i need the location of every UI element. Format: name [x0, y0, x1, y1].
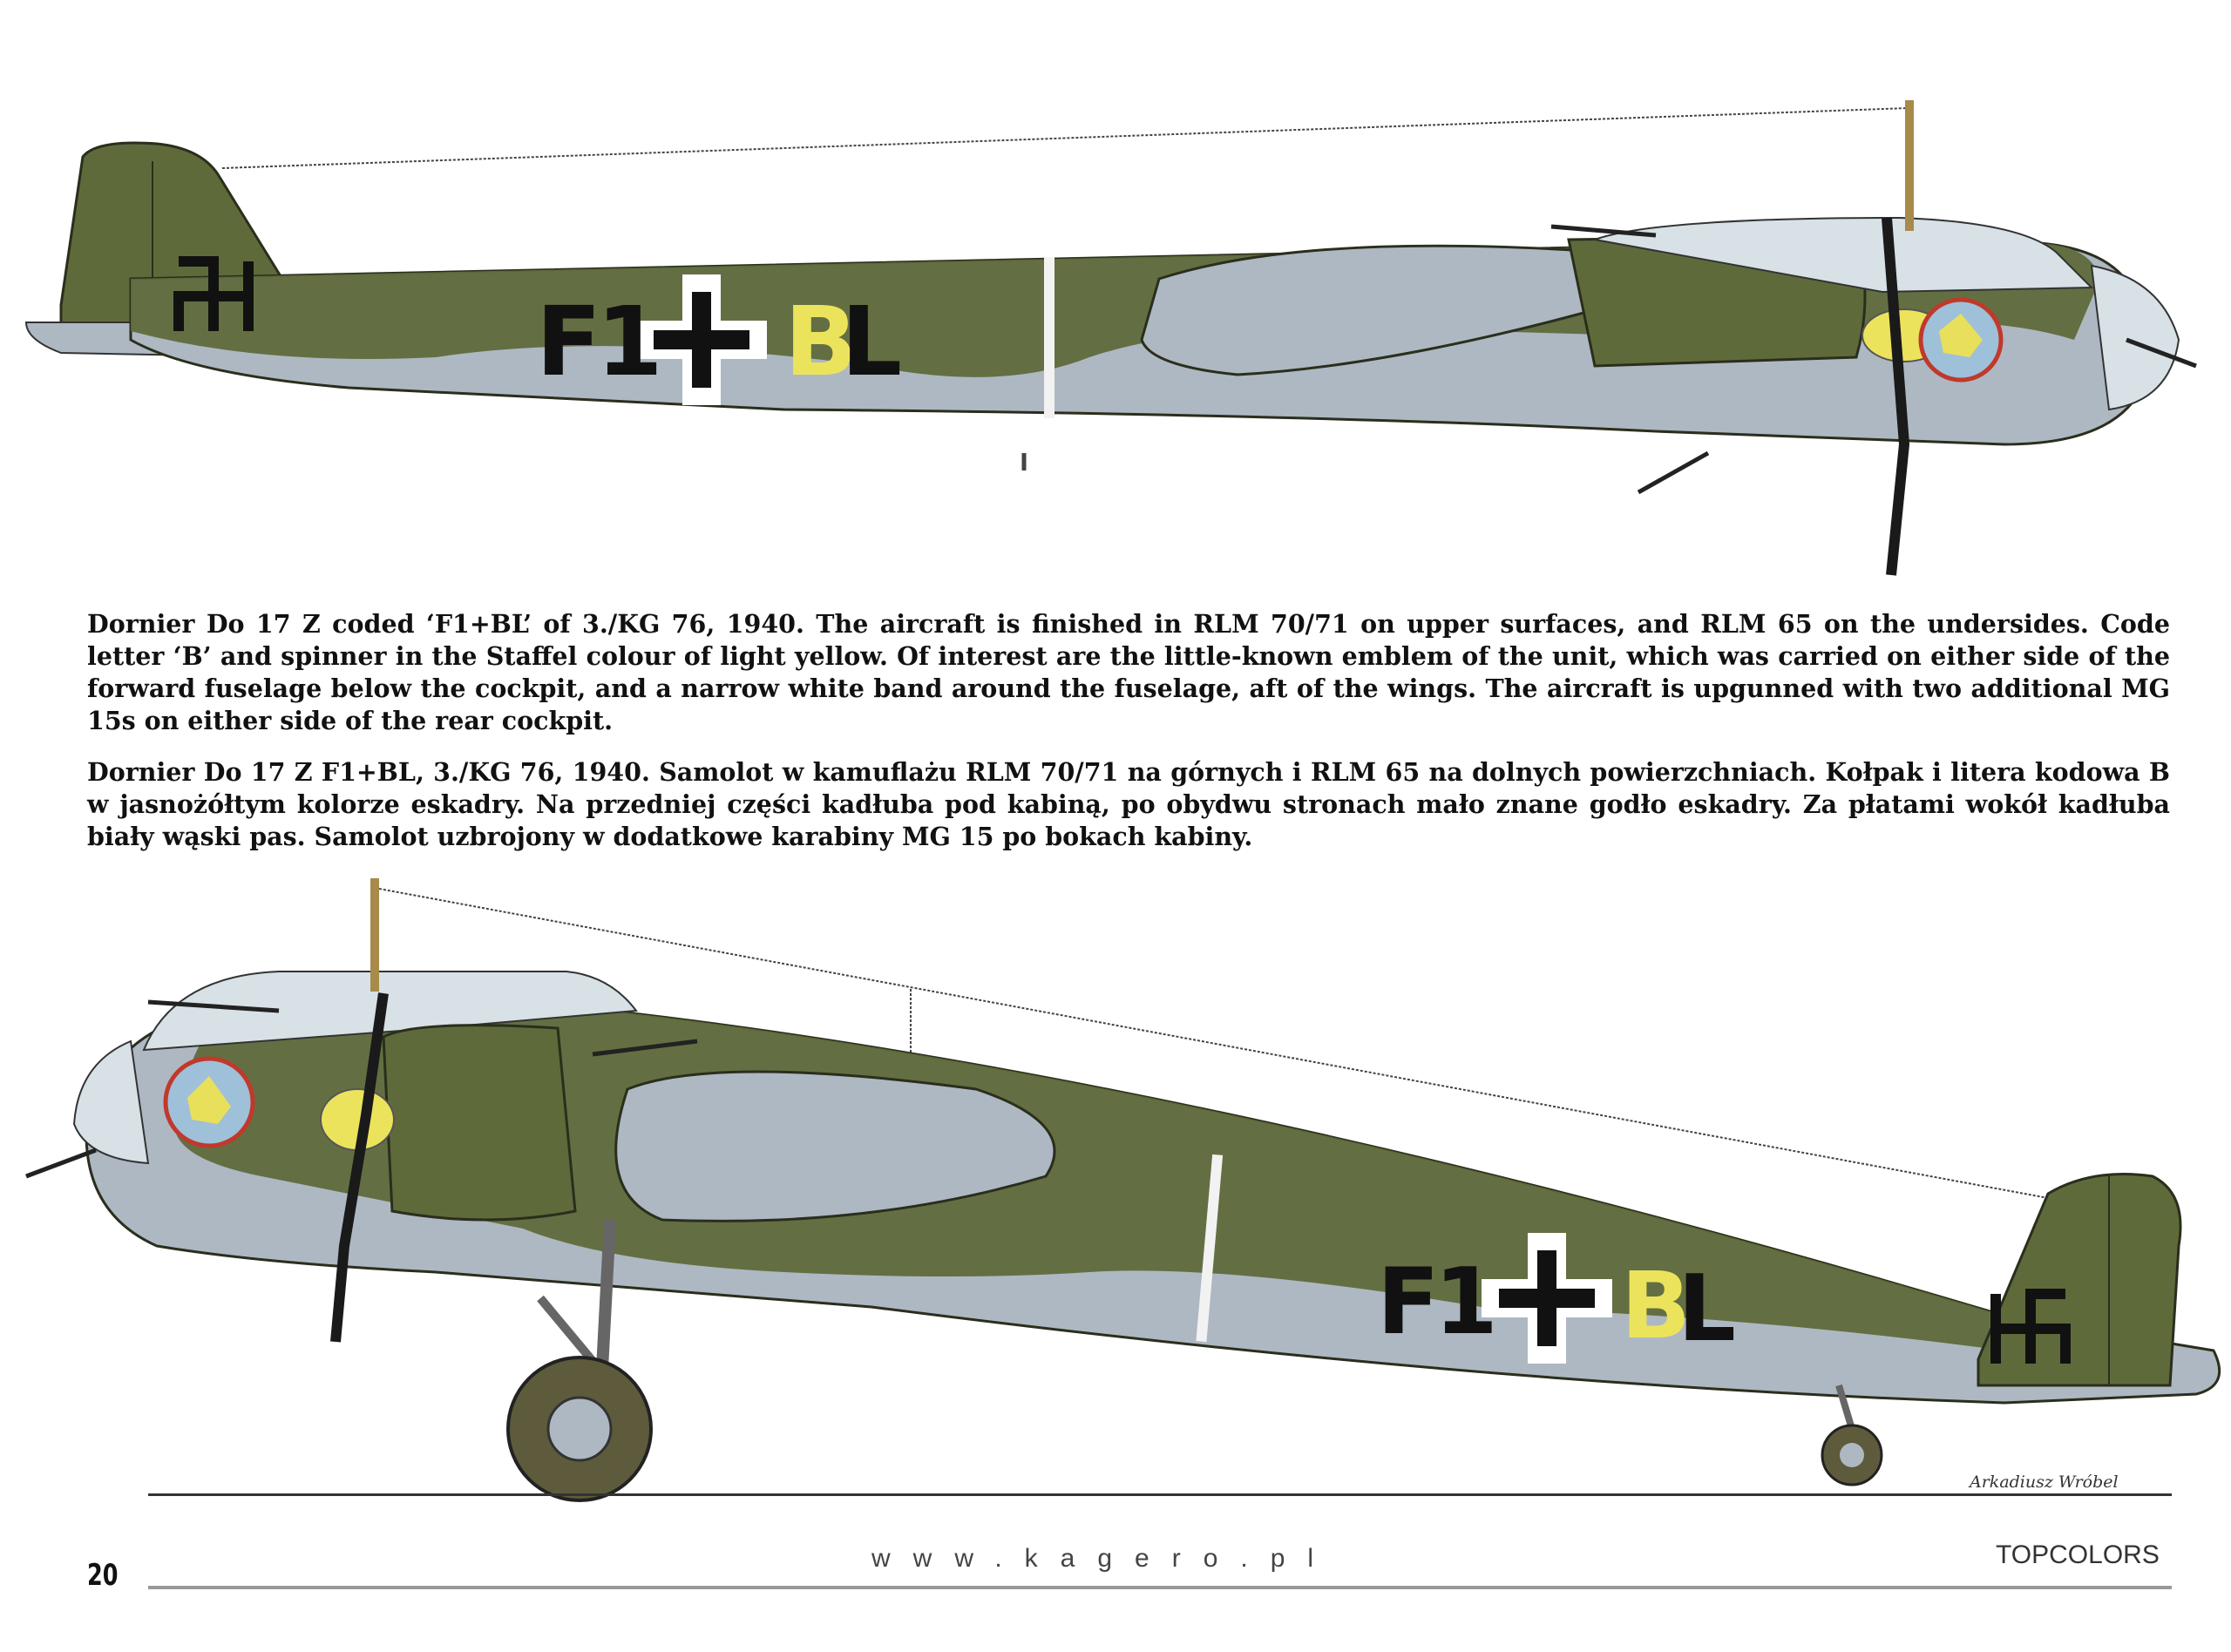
aircraft-profile-right	[0, 78, 2231, 601]
tail-marking	[170, 253, 257, 340]
code-letter-individual: L	[841, 286, 903, 397]
code-letters-left-2: F1	[1377, 1249, 1493, 1355]
caption-polish: Dornier Do 17 Z F1+BL, 3./KG 76, 1940. Samolot w kamuflażu RLM 70/71 na górnych i RLM 65 na dolnych powierzchniach. Kołpak i litera kodowa B w jasnożółtym kolorze eskadry. Na przedniej części kadłuba pod kabiną, po obydwu stronach mało znane godło eskadry. Za płatami wokół kadłuba biały wąski pas. Samolot uzbrojony w dodatkowe karabiny MG 15 po bokach kabiny.	[87, 757, 2170, 851]
aircraft-profile-left	[0, 863, 2231, 1525]
captions	[87, 608, 2170, 872]
ground-line	[148, 1493, 2172, 1496]
code-letter-staffel: B	[784, 286, 858, 397]
caption-english: Dornier Do 17 Z coded ‘F1+BL’ of 3./KG 76, 1940. The aircraft is finished in RLM 70/71 on upper surfaces, and RLM 65 on the undersides. Code letter ‘B’ and spinner in the Staffel colour of light yellow. Of interest are the little-known emblem of the unit, which was carried on either side of the forward fuselage below the cockpit, and a narrow white band around the fuselage, aft of the wings. The aircraft is upgunned with two additional MG 15s on either side of the rear cockpit.	[87, 609, 2170, 735]
code-letter-individual-2: L	[1678, 1256, 1736, 1362]
footer-divider	[148, 1586, 2172, 1589]
page-number: 20	[87, 1558, 119, 1593]
artist-signature: Arkadiusz Wróbel	[1970, 1473, 2119, 1492]
code-letter-staffel-2: B	[1621, 1253, 1692, 1359]
website-link[interactable]: www.kagero.pl	[871, 1544, 1337, 1573]
series-name: TOPCOLORS	[1996, 1540, 2160, 1569]
code-letters-left: F1	[536, 286, 658, 397]
